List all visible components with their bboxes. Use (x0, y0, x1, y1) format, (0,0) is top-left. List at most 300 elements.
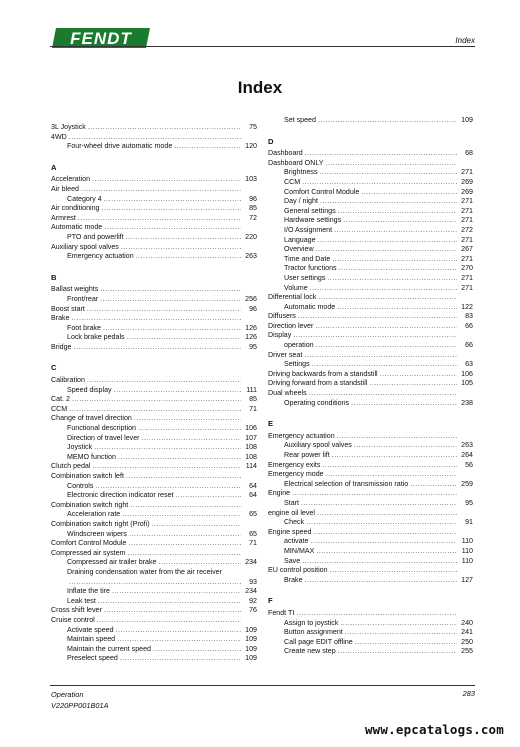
dot-leader (138, 424, 241, 434)
index-entry-text: Category 4 (67, 194, 102, 203)
index-page-number: 270 (461, 264, 473, 273)
index-entry-text: Language (284, 235, 316, 244)
index-entry-text: Dashboard (268, 149, 303, 158)
index-page-number: 96 (249, 194, 257, 203)
dot-leader (315, 322, 457, 332)
index-page-number: 103 (245, 175, 257, 184)
index-subentry (51, 233, 257, 243)
dot-leader (338, 207, 457, 217)
index-page-number: 95 (249, 342, 257, 351)
index-page-number (459, 389, 473, 399)
dot-leader (309, 389, 457, 399)
dot-leader (325, 159, 457, 169)
index-subentry (51, 195, 257, 205)
index-entry (51, 376, 257, 386)
index-entry-text: Auxiliary spool valves (284, 441, 352, 450)
index-entry-text: Direction of travel lever (67, 433, 140, 442)
index-page-number: 271 (461, 197, 473, 206)
index-entry (51, 175, 257, 185)
index-page-number (459, 470, 473, 480)
index-page-number (243, 314, 257, 324)
index-entry-text: Call page EDIT offline (284, 637, 353, 646)
index-entry-text: MEMO function (67, 452, 116, 461)
index-page-number: 127 (461, 575, 473, 584)
index-entry (51, 314, 257, 324)
index-entry-text: Ballast weights (51, 285, 99, 294)
index-page-number: 122 (461, 302, 473, 311)
dot-leader (69, 405, 241, 415)
index-entry (268, 379, 473, 389)
index-page-number: 108 (245, 443, 257, 452)
index-entry (268, 461, 473, 471)
index-entry-text: Speed display (67, 385, 112, 394)
index-page-number (459, 489, 473, 499)
index-entry-text: Check (284, 518, 305, 527)
index-page-number (459, 528, 473, 538)
index-section-letter: A (51, 162, 57, 172)
index-section-letter: D (268, 136, 274, 146)
index-column-left (51, 123, 257, 664)
index-entry (51, 405, 257, 415)
index-entry-text: Comfort Control Module (51, 539, 127, 548)
index-subentry (51, 324, 257, 334)
index-entry-text: Diffusers (268, 312, 296, 321)
index-page-number: 85 (249, 204, 257, 213)
dot-leader (136, 252, 241, 262)
dot-leader (318, 236, 457, 246)
dot-leader (121, 243, 241, 253)
index-entry-text: operation (284, 341, 314, 350)
dot-leader (92, 462, 241, 472)
index-subentry (51, 578, 257, 588)
dot-leader (142, 434, 241, 444)
index-entry-text: Windscreen wipers (67, 529, 127, 538)
index-page-number: 65 (249, 510, 257, 519)
index-subentry (51, 587, 257, 597)
header-section-title: Index (455, 36, 475, 45)
dot-leader (334, 226, 457, 236)
dot-leader (380, 370, 457, 380)
dot-leader (74, 343, 241, 353)
dot-leader (103, 324, 241, 334)
index-entry-text: Foot brake (67, 323, 101, 332)
index-page-number (243, 285, 257, 295)
index-page-number: 271 (461, 168, 473, 177)
dot-leader (316, 547, 457, 557)
index-entry-text: Brake (51, 314, 70, 323)
index-subentry (268, 274, 473, 284)
dot-leader (87, 305, 241, 315)
dot-leader (326, 470, 457, 480)
index-subentry (268, 236, 473, 246)
index-subentry (51, 424, 257, 434)
index-entry (268, 528, 473, 538)
dot-leader (306, 518, 457, 528)
index-entry (51, 305, 257, 315)
dot-leader (343, 216, 457, 226)
index-entry-text: Engine (268, 489, 291, 498)
dot-leader (116, 626, 241, 636)
dot-leader (305, 576, 457, 586)
index-entry (268, 312, 473, 322)
index-page-number: 64 (249, 491, 257, 500)
dot-leader (114, 386, 241, 396)
index-subentry (268, 284, 473, 294)
dot-leader (153, 645, 241, 655)
index-subentry (268, 168, 473, 178)
index-page-number (459, 351, 473, 361)
dot-leader (120, 654, 241, 664)
index-subentry (268, 576, 473, 586)
index-page-number: 240 (461, 618, 473, 627)
index-page-number: 109 (245, 635, 257, 644)
index-entry-text: Brake (284, 575, 303, 584)
index-entry-text: Boost start (51, 304, 85, 313)
index-page-number (459, 293, 473, 303)
dot-leader (98, 597, 241, 607)
index-subentry (51, 295, 257, 305)
dot-leader (69, 133, 241, 143)
index-page-number: 259 (461, 479, 473, 488)
index-entry-text: Clutch pedal (51, 462, 91, 471)
index-page-number: 267 (461, 245, 473, 254)
index-page-number: 72 (249, 213, 257, 222)
dot-leader (318, 116, 457, 126)
index-page-number: 271 (461, 273, 473, 282)
dot-leader (128, 549, 241, 559)
index-subentry (51, 333, 257, 343)
index-entry-text: Armrest (51, 213, 76, 222)
index-subentry (51, 558, 257, 568)
index-entry (51, 539, 257, 549)
index-page-number: 96 (249, 304, 257, 313)
index-entry (51, 462, 257, 472)
index-entry-text: I/O Assignment (284, 225, 333, 234)
index-subentry (51, 434, 257, 444)
index-entry-text: Draining condensation water from the air receiver (67, 567, 222, 576)
index-page-number (243, 414, 257, 424)
index-entry (51, 616, 257, 626)
index-entry-text: Maintain speed (67, 635, 116, 644)
dot-leader (330, 566, 457, 576)
index-entry (268, 609, 473, 619)
dot-leader (126, 472, 241, 482)
dot-leader (118, 453, 241, 463)
dot-leader (104, 223, 241, 233)
index-page-number: 109 (245, 625, 257, 634)
index-page-number (243, 616, 257, 626)
dot-leader (316, 245, 457, 255)
index-entry-text: Controls (67, 481, 94, 490)
index-entry-text: Activate speed (67, 625, 114, 634)
dot-leader (87, 376, 241, 386)
dot-leader (310, 284, 457, 294)
dot-leader (112, 587, 241, 597)
index-page-number: 256 (245, 294, 257, 303)
index-entry-text: Calibration (51, 376, 85, 385)
header-divider (50, 46, 475, 47)
dot-leader (332, 451, 457, 461)
index-entry-text: Maintain the current speed (67, 644, 151, 653)
index-subentry (268, 619, 473, 629)
index-page-number (459, 609, 473, 619)
footer-doc-code: V220PP001B01A (51, 701, 109, 710)
index-page-number (243, 549, 257, 559)
index-entry-text: Compressed air system (51, 548, 126, 557)
footer-page-number: 283 (462, 689, 475, 698)
index-page-number: 250 (461, 637, 473, 646)
index-entry-text: Set speed (284, 116, 316, 124)
index-page-number: 63 (465, 360, 473, 369)
index-entry-text: General settings (284, 206, 336, 215)
index-subentry (51, 453, 257, 463)
dot-leader (293, 331, 457, 341)
index-entry-text: 3L Joystick (51, 123, 86, 131)
index-entry (51, 133, 257, 143)
index-subentry (51, 386, 257, 396)
index-entry-text: Joystick (67, 443, 93, 452)
dot-leader (92, 175, 241, 185)
index-entry-text: EU control position (268, 566, 328, 575)
index-subentry (268, 245, 473, 255)
index-page-number: 126 (245, 333, 257, 342)
index-entry-text: Automatic mode (51, 223, 103, 232)
index-subentry (268, 518, 473, 528)
index-page-number (459, 509, 473, 519)
index-page-number: 120 (245, 142, 257, 151)
index-entry-text: 4WD (51, 132, 67, 141)
index-section-letter: F (268, 596, 273, 606)
index-entry-text: Engine speed (268, 527, 312, 536)
index-page-number: 110 (461, 537, 473, 546)
index-entry-text: MIN/MAX (284, 546, 315, 555)
index-page-number: 92 (249, 596, 257, 605)
index-entry-text: Bridge (51, 342, 72, 351)
index-subentry (268, 188, 473, 198)
index-entry-text: Compressed air trailer brake (67, 558, 157, 567)
dot-leader (316, 341, 457, 351)
index-subentry (268, 557, 473, 567)
index-page-number: 241 (461, 628, 473, 637)
index-subentry (51, 530, 257, 540)
index-subentry (268, 638, 473, 648)
index-entry-text: Emergency actuation (67, 252, 134, 261)
index-page-number: 263 (461, 441, 473, 450)
index-subentry (268, 499, 473, 509)
index-page-number: 272 (461, 225, 473, 234)
dot-leader (174, 142, 241, 152)
dot-leader (355, 638, 457, 648)
index-page-number: 110 (461, 546, 473, 555)
index-entry-text: Emergency exits (268, 460, 321, 469)
index-entry-text: Driver seat (268, 350, 303, 359)
dot-leader (78, 214, 241, 224)
dot-leader (100, 295, 241, 305)
index-subentry (268, 480, 473, 490)
dot-leader (369, 379, 457, 389)
index-page-number: 263 (245, 252, 257, 261)
index-subentry (268, 647, 473, 657)
index-entry-text: Driving forward from a standstill (268, 379, 368, 388)
index-page-number: 107 (245, 433, 257, 442)
index-entry-text: Acceleration (51, 175, 91, 184)
index-section-letter: B (51, 272, 57, 282)
dot-leader (345, 628, 457, 638)
dot-leader (302, 178, 457, 188)
dot-leader (128, 539, 241, 549)
index-subentry (268, 264, 473, 274)
dot-leader (94, 443, 241, 453)
index-entry-text: Time and Date (284, 254, 331, 263)
dot-leader (410, 480, 457, 490)
dot-leader (122, 510, 241, 520)
index-entry-text: CCM (51, 404, 68, 413)
index-subentry (268, 216, 473, 226)
index-page-number: 106 (461, 369, 473, 378)
index-entry-text: activate (284, 537, 309, 546)
page-title: Index (237, 78, 283, 97)
dot-leader (81, 185, 241, 195)
index-entry (268, 293, 473, 303)
index-entry (268, 489, 473, 499)
index-page-number: 91 (465, 518, 473, 527)
index-subentry (268, 628, 473, 638)
dot-leader (351, 399, 457, 409)
index-subentry (268, 441, 473, 451)
dot-leader (72, 314, 241, 324)
index-entry-text: Change of travel direction (51, 414, 132, 423)
dot-leader (126, 233, 241, 243)
index-page-number (459, 566, 473, 576)
index-entry (51, 549, 257, 559)
dot-leader (296, 609, 457, 619)
index-subentry (268, 360, 473, 370)
dot-leader (175, 491, 241, 501)
index-entry-text: Electronic direction indicator reset (67, 491, 174, 500)
index-page-number: 271 (461, 235, 473, 244)
index-subentry (268, 197, 473, 207)
index-page-number: 68 (465, 149, 473, 158)
dot-leader (88, 123, 241, 133)
index-page-number: 71 (249, 539, 257, 548)
dot-leader (292, 489, 457, 499)
index-entry-text: Start (284, 498, 299, 507)
index-page-number (243, 185, 257, 195)
index-entry (51, 520, 257, 530)
dot-leader (361, 188, 457, 198)
index-page-number: 255 (461, 647, 473, 656)
dot-leader (312, 360, 457, 370)
index-entry-text: Display (268, 331, 292, 340)
dot-leader (327, 274, 457, 284)
watermark: www.epcatalogs.com (364, 722, 504, 737)
index-entry-text: Emergency actuation (268, 431, 335, 440)
index-page-number (243, 472, 257, 482)
index-subentry (268, 399, 473, 409)
index-page-number (243, 520, 257, 530)
dot-leader (127, 333, 241, 343)
index-entry-text: User settings (284, 273, 326, 282)
index-entry (268, 566, 473, 576)
index-entry (268, 470, 473, 480)
index-page-number: 109 (245, 654, 257, 663)
index-page-number (459, 432, 473, 442)
index-entry-text: Create new step (284, 647, 336, 656)
index-entry-text: Combination switch left (51, 472, 124, 480)
index-entry-text: Four-wheel drive automatic mode (67, 142, 173, 151)
index-subentry (268, 451, 473, 461)
index-page-number: 75 (249, 123, 257, 131)
index-page-number (459, 159, 473, 169)
index-entry-text: Dual wheels (268, 389, 307, 398)
dot-leader (129, 530, 241, 540)
index-entry-text: Direction lever (268, 321, 314, 330)
index-page-number: 271 (461, 254, 473, 263)
index-page-number (243, 243, 257, 253)
dot-leader (298, 312, 457, 322)
index-entry-text: Cruise control (51, 615, 95, 624)
index-entry (268, 370, 473, 380)
dot-leader (72, 395, 241, 405)
index-entry-text: Combination switch right (51, 500, 129, 509)
index-entry-text: Automatic mode (284, 302, 336, 311)
index-entry-text: Auxiliary spool valves (51, 242, 119, 251)
index-subentry (268, 207, 473, 217)
dot-leader (102, 204, 241, 214)
index-page-number: 234 (245, 587, 257, 596)
index-entry-text: Inflate the tire (67, 587, 110, 596)
index-entry-text: Emergency mode (268, 470, 324, 479)
dot-leader (304, 351, 457, 361)
index-column-right (268, 116, 473, 657)
index-entry-text: Driving backwards from a standstill (268, 369, 378, 378)
index-entry-text: Comfort Control Module (284, 187, 360, 196)
dot-leader (338, 647, 457, 657)
index-entry (51, 214, 257, 224)
dot-leader (318, 293, 457, 303)
index-subentry (51, 482, 257, 492)
index-page-number: 110 (461, 556, 473, 565)
index-page-number: 85 (249, 395, 257, 404)
index-page-number: 66 (465, 321, 473, 330)
index-entry (51, 501, 257, 511)
index-page-number: 65 (249, 529, 257, 538)
index-entry-text: Functional description (67, 424, 137, 433)
index-entry (51, 472, 257, 482)
index-entry-text: Electrical selection of transmission ratio (284, 479, 409, 488)
index-subentry (268, 341, 473, 351)
dot-leader (320, 197, 457, 207)
index-page-number: 269 (461, 177, 473, 186)
index-entry-text: Differential lock (268, 293, 317, 302)
index-entry-text: Air conditioning (51, 204, 100, 213)
index-page-number: 269 (461, 187, 473, 196)
index-section-letter: E (268, 419, 274, 429)
dot-leader (117, 635, 241, 645)
dot-leader (322, 461, 457, 471)
dot-leader (97, 616, 241, 626)
index-entry-text: Rear power lift (284, 451, 330, 459)
index-subentry (268, 537, 473, 547)
dot-leader (152, 520, 241, 530)
index-entry (51, 123, 257, 133)
index-page-number: 111 (246, 385, 257, 394)
index-entry-text: PTO and powerlift (67, 232, 124, 241)
svg-text:FENDT: FENDT (70, 29, 132, 48)
footer-section: Operation (51, 690, 84, 699)
index-page-number: 76 (249, 606, 257, 615)
index-page-number: 234 (245, 558, 257, 567)
